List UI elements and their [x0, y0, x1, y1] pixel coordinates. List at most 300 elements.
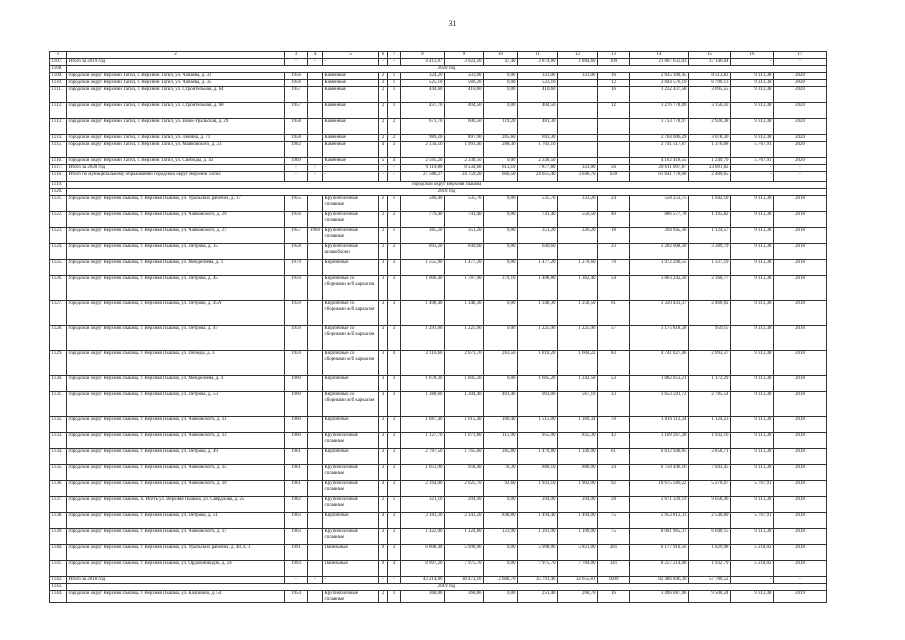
table-cell: 2018: [774, 465, 827, 481]
table-cell: 1 346,30: [445, 301, 484, 326]
table-cell: -: [774, 577, 827, 584]
table-cell: 2: [388, 212, 401, 228]
table-cell: Кирпичные со сборными ж/б каркасом: [323, 326, 379, 351]
table-cell: 9 119,80: [401, 165, 445, 172]
table-cell: 385,20: [401, 228, 445, 244]
table-row: [50, 73, 827, 80]
table-cell: 9 313,38: [731, 376, 774, 392]
table-cell: [558, 158, 598, 165]
table-cell: 9 313,38: [731, 80, 774, 87]
table-cell: -: [285, 577, 308, 584]
table-cell: 9 313,38: [731, 449, 774, 465]
table-cell: 1 615,40: [445, 417, 484, 433]
table-cell: 1 250,50: [558, 301, 598, 326]
table-cell: 1 175 818,28: [630, 326, 689, 351]
table-cell: 75: [598, 513, 630, 529]
table-cell: 2018: [774, 513, 827, 529]
table-row: [50, 392, 827, 417]
table-cell: 897,90: [445, 135, 484, 142]
table-cell: 100,40: [484, 417, 518, 433]
table-cell: 0,00: [484, 87, 518, 103]
table-cell: 1 477,20: [445, 260, 484, 276]
table-cell: 671,70: [401, 119, 445, 135]
table-cell: [308, 392, 323, 417]
table-cell: 4: [388, 158, 401, 165]
table-row: [50, 417, 827, 433]
table-cell: 1127.: [50, 301, 67, 326]
table-cell: -: [731, 165, 774, 172]
table-cell: 5 767,91: [731, 142, 774, 158]
table-cell: 2: [388, 529, 401, 545]
table-cell: 4: [388, 561, 401, 577]
table-cell: 2: [379, 87, 388, 103]
table-cell: 835,30: [558, 433, 598, 449]
table-cell: 9 313,38: [731, 103, 774, 119]
table-row: [50, 135, 827, 142]
table-cell: 649,60: [445, 244, 484, 260]
table-cell: 1 494,40: [518, 513, 558, 529]
table-cell: 3 844 576,19: [630, 80, 689, 87]
table-cell: 1993: [285, 561, 308, 577]
table-cell: 3: [388, 260, 401, 276]
table-cell: 2: [379, 244, 388, 260]
table-cell: 1 810,20: [518, 351, 558, 376]
table-cell: 1 422,90: [401, 529, 445, 545]
table-cell: 1122.: [50, 212, 67, 228]
table-cell: [308, 481, 323, 497]
column-number-header: 7: [388, 52, 401, 59]
table-cell: 6 177 910,56: [630, 545, 689, 561]
table-cell: 2: [379, 196, 388, 212]
table-cell: 1956: [285, 73, 308, 80]
table-cell: 12: [598, 103, 630, 119]
table-cell: 2 540,89: [689, 513, 731, 529]
table-cell: 9 500,24: [689, 591, 731, 603]
table-cell: 92,60: [484, 481, 518, 497]
table-cell: -: [379, 172, 388, 182]
table-cell: -: [308, 165, 323, 172]
table-cell: 6 040,15: [689, 529, 731, 545]
table-cell: [598, 119, 630, 135]
table-cell: 2 835 100,45: [630, 73, 689, 80]
table-cell: 1: [388, 73, 401, 80]
table-cell: 3 320 433,37: [630, 301, 689, 326]
column-number-header: 17: [774, 52, 827, 59]
table-cell: городской округ Верхняя Пышма, г. Верхняя Пышма, ул. Чайковского, д. 35: [67, 465, 285, 481]
table-cell: 7 975,70: [445, 561, 484, 577]
table-cell: 2 595,20: [401, 158, 445, 165]
table-cell: 0,00: [484, 545, 518, 561]
table-cell: 2018: [774, 417, 827, 433]
table-cell: 16: [598, 591, 630, 603]
table-cell: 1 687,40: [401, 417, 445, 433]
table-cell: 2020: [774, 73, 827, 80]
table-cell: 2020: [774, 135, 827, 142]
table-row: [50, 465, 827, 481]
table-cell: 0,00: [484, 103, 518, 119]
table-cell: Крупноблочные сплавные: [323, 529, 379, 545]
table-cell: городской округ Верхний Тагил, г. Верхний Тагил, ул. Свободы, д. 43: [67, 158, 285, 165]
table-cell: 268,70: [558, 591, 598, 603]
table-cell: 9 313,38: [731, 212, 774, 228]
table-cell: 8 997,20: [401, 561, 445, 577]
column-number-header: 2: [67, 52, 285, 59]
table-cell: 0,00: [484, 212, 518, 228]
section-heading: 2019 год: [67, 584, 827, 591]
table-cell: 1 494,00: [558, 513, 598, 529]
row-number-cell: 1120.: [50, 189, 67, 196]
table-cell: 2 466,02: [689, 301, 731, 326]
column-number-header: 13: [598, 52, 630, 59]
table-row: [50, 376, 827, 392]
table-cell: 660,50: [484, 172, 518, 182]
table-cell: 1: [388, 87, 401, 103]
table-cell: 2020: [774, 103, 827, 119]
table-cell: городской округ Верхняя Пышма, г. Верхняя Пышма, ул. Чайковского, д. 31: [67, 417, 285, 433]
table-cell: 333,00: [518, 73, 558, 80]
table-cell: городской округ Верхняя Пышма, г. Верхняя Пышма, ул. Менделеева, д. 1: [67, 260, 285, 276]
table-cell: 1113.: [50, 119, 67, 135]
table-cell: 404,50: [445, 103, 484, 119]
table-cell: 1 071,80: [445, 433, 484, 449]
table-cell: 2 330,50: [518, 158, 558, 165]
table-cell: 5 767,91: [731, 481, 774, 497]
table-cell: 1110.: [50, 80, 67, 87]
table-cell: [308, 529, 323, 545]
table-cell: 5 270,07: [689, 481, 731, 497]
table-cell: -: [379, 59, 388, 66]
table-cell: 1969: [285, 158, 308, 165]
table-cell: 40: [598, 212, 630, 228]
table-cell: 1 042,10: [689, 196, 731, 212]
table-cell: 2018: [774, 244, 827, 260]
table-cell: 2 160,77: [689, 276, 731, 301]
table-cell: 33: [598, 392, 630, 417]
table-row: [50, 591, 827, 603]
table-cell: Каменные: [323, 73, 379, 80]
table-cell: 9 313,38: [731, 196, 774, 212]
table-cell: 83: [598, 351, 630, 376]
table-cell: 294,90: [445, 497, 484, 513]
table-row: [50, 513, 827, 529]
section-row: [50, 66, 827, 73]
table-cell: 1 127,70: [401, 433, 445, 449]
table-cell: 1960: [285, 433, 308, 449]
table-cell: [558, 135, 598, 142]
table-cell: 1960: [285, 417, 308, 433]
table-cell: 28: [598, 497, 630, 513]
table-cell: -: [774, 172, 827, 182]
table-cell: 1 232 437,58: [630, 87, 689, 103]
table-cell: 4 162 418,55: [630, 158, 689, 165]
table-cell: [308, 545, 323, 561]
table-cell: 2 164,00: [401, 481, 445, 497]
table-cell: городской округ Верхняя Пышма, г. Верхняя Пышма, ул. Чайковского, д. 37: [67, 529, 285, 545]
table-cell: 693,20: [401, 244, 445, 260]
table-row: [50, 545, 827, 561]
table-cell: городской округ Верхний Тагил, г. Верхний Тагил, ул. Маяковского, д. 23: [67, 142, 285, 158]
table-cell: 34: [598, 465, 630, 481]
table-cell: 333,20: [558, 196, 598, 212]
table-row: [50, 481, 827, 497]
table-cell: 1 884,60: [558, 59, 598, 66]
table-cell: 1129.: [50, 351, 67, 376]
column-number-header: 14: [630, 52, 689, 59]
table-cell: городской округ Верхняя Пышма, г. Верхняя Пышма, ул. Петрова, д. 49: [67, 449, 285, 465]
table-cell: 1 172,29: [689, 376, 731, 392]
table-cell: 1126.: [50, 276, 67, 301]
table-cell: городской округ Верхняя Пышма, г. Верхняя Пышма, ул. Уральских рабочих, д. 48, к. 1: [67, 545, 285, 561]
table-cell: 9 313,38: [731, 260, 774, 276]
table-cell: 0,00: [484, 260, 518, 276]
table-cell: 779,40: [401, 212, 445, 228]
table-cell: 7 975,70: [518, 561, 558, 577]
table-cell: Крупноблочные сплавные: [323, 433, 379, 449]
table-cell: 2018: [774, 529, 827, 545]
table-cell: 333,00: [558, 165, 598, 172]
table-cell: 3: [388, 142, 401, 158]
table-row: [50, 142, 827, 158]
column-number-header: 3: [285, 52, 308, 59]
table-cell: 7 043,45: [689, 465, 731, 481]
table-cell: 2018: [774, 392, 827, 417]
table-row: [50, 326, 827, 351]
table-cell: 2018: [774, 449, 827, 465]
table-row: [50, 165, 827, 172]
table-cell: Каменные: [323, 80, 379, 87]
table-row: [50, 196, 827, 212]
table-cell: 2 671 339,19: [630, 497, 689, 513]
table-cell: 1 408,80: [518, 276, 558, 301]
table-cell: 2019: [774, 591, 827, 603]
table-cell: -: [323, 165, 379, 172]
table-cell: 288,30: [484, 142, 518, 158]
section-row: [50, 189, 827, 196]
table-cell: 1 733 778,97: [630, 119, 689, 135]
table-cell: 0,00: [484, 196, 518, 212]
section-heading: 2020 год: [67, 66, 827, 73]
table-row: [50, 301, 827, 326]
table-cell: 2: [379, 591, 388, 603]
table-cell: -: [285, 59, 308, 66]
table-cell: 3 496 087,96: [630, 591, 689, 603]
table-cell: 9 313,38: [731, 529, 774, 545]
table-cell: 1137.: [50, 497, 67, 513]
table-cell: 3: [379, 301, 388, 326]
table-cell: 1111.: [50, 87, 67, 103]
table-cell: 1 349,00: [558, 449, 598, 465]
table-cell: 404,50: [518, 103, 558, 119]
table-cell: [558, 87, 598, 103]
table-cell: -: [323, 172, 379, 182]
table-cell: 1 201,90: [518, 529, 558, 545]
table-cell: городской округ Верхний Тагил, г. Верхний Тагил, ул. Ленина, д. 71: [67, 135, 285, 142]
table-cell: 368,00: [401, 591, 445, 603]
table-cell: 3: [388, 545, 401, 561]
table-cell: 2 785,54: [689, 392, 731, 417]
table-cell: Кирпичные со сборными ж/б каркасом: [323, 392, 379, 417]
table-row: [50, 276, 827, 301]
table-cell: 1123.: [50, 228, 67, 244]
table-cell: 1 249,79: [689, 158, 731, 165]
table-cell: Панельные: [323, 545, 379, 561]
table-cell: 0,00: [484, 561, 518, 577]
table-cell: 1 029,98: [689, 545, 731, 561]
table-cell: 1144.: [50, 591, 67, 603]
table-cell: 1955: [285, 196, 308, 212]
table-cell: 1140.: [50, 545, 67, 561]
table-row: [50, 449, 827, 465]
table-cell: 1 555,90: [401, 260, 445, 276]
table-cell: городской округ Верхняя Пышма, г. Верхняя Пышма, ул. Чайковского, д. 29: [67, 212, 285, 228]
table-cell: 1 604,22: [558, 351, 598, 376]
table-cell: 351,20: [518, 228, 558, 244]
table-cell: 23: [598, 244, 630, 260]
table-cell: 0,00: [484, 244, 518, 260]
table-cell: 3: [379, 392, 388, 417]
table-cell: 9 313,38: [731, 417, 774, 433]
table-cell: 294,90: [558, 497, 598, 513]
column-number-header: 15: [689, 52, 731, 59]
table-cell: Кирпичные: [323, 260, 379, 276]
table-cell: 1 109 267,28: [630, 433, 689, 449]
table-cell: [308, 276, 323, 301]
table-cell: 1957: [285, 87, 308, 103]
table-cell: 1961: [285, 481, 308, 497]
table-cell: 9 313,38: [731, 465, 774, 481]
table-cell: 1 304,40: [445, 392, 484, 417]
table-cell: 1 032,79: [689, 561, 731, 577]
table-row: [50, 228, 827, 244]
table-cell: 1979: [285, 260, 308, 276]
table-cell: 0,00: [484, 80, 518, 87]
table-cell: -: [308, 172, 323, 182]
table-cell: 2018: [774, 481, 827, 497]
table-cell: 1959: [285, 326, 308, 351]
table-cell: 3 389,79: [689, 244, 731, 260]
table-cell: 61: [598, 449, 630, 465]
table-cell: 2 330,50: [445, 158, 484, 165]
table-cell: 2: [388, 465, 401, 481]
table-cell: 535,70: [445, 196, 484, 212]
section-heading: 2018 год: [67, 189, 827, 196]
table-cell: 0,00: [484, 228, 518, 244]
table-cell: 368,00: [445, 591, 484, 603]
table-row: [50, 212, 827, 228]
table-cell: 566,20: [445, 80, 484, 87]
table-cell: 741,40: [518, 212, 558, 228]
table-cell: 5 998,06: [445, 545, 484, 561]
table-cell: 1 124,57: [689, 228, 731, 244]
table-cell: 523,10: [518, 80, 558, 87]
table-cell: 2: [379, 103, 388, 119]
table-cell: 1124.: [50, 244, 67, 260]
table-cell: 351,20: [445, 228, 484, 244]
table-cell: -: [731, 577, 774, 584]
table-cell: городской округ Верхний Тагил, г. Верхний Тагил, ул. Ново-Уральская, д. 29: [67, 119, 285, 135]
table-cell: 2 093,37: [689, 351, 731, 376]
table-cell: [308, 561, 323, 577]
table-cell: 1 032,16: [689, 433, 731, 449]
table-cell: Крупноблочные сплавные: [323, 196, 379, 212]
column-number-header: 6: [379, 52, 388, 59]
table-cell: 3: [388, 449, 401, 465]
table-cell: 613,10: [484, 165, 518, 172]
table-cell: 1121.: [50, 196, 67, 212]
table-cell: 3: [388, 376, 401, 392]
table-cell: 2018: [774, 351, 827, 376]
table-cell: 3: [379, 433, 388, 449]
table-cell: 1 376,68: [689, 142, 731, 158]
table-row: [50, 119, 827, 135]
table-cell: 1969: [308, 228, 323, 244]
table-cell: городской округ Верхний Тагил, г. Верхний Тагил, ул. Чапаева, д. 35: [67, 80, 285, 87]
column-number-header: 8: [401, 52, 445, 59]
table-cell: [598, 158, 630, 165]
section-row: [50, 584, 827, 591]
table-cell: [558, 119, 598, 135]
table-cell: Кирпичные со сборными ж/б каркасом: [323, 301, 379, 326]
table-cell: 1 765,60: [445, 449, 484, 465]
table-cell: [308, 449, 323, 465]
table-cell: 3: [388, 481, 401, 497]
table-cell: 3 046,70: [558, 172, 598, 182]
table-cell: 1 225,90: [558, 326, 598, 351]
table-cell: 888,10: [518, 465, 558, 481]
table-cell: городской округ Верхняя Пышма, г. Верхняя Пышма, ул. Чайковского, д. 27: [67, 228, 285, 244]
table-cell: 16: [598, 73, 630, 80]
table-cell: 1 605,20: [518, 376, 558, 392]
table-cell: 741,40: [445, 212, 484, 228]
table-cell: Панельные: [323, 561, 379, 577]
table-cell: 281: [598, 545, 630, 561]
table-cell: 4: [388, 351, 401, 376]
table-cell: 16: [598, 87, 630, 103]
table-cell: 1116.: [50, 158, 67, 165]
table-cell: 1135.: [50, 465, 67, 481]
row-number-cell: 1119.: [50, 182, 67, 189]
table-cell: 848,80: [484, 513, 518, 529]
table-cell: 1117.: [50, 165, 67, 172]
table-cell: -: [285, 172, 308, 182]
table-cell: 1118.: [50, 172, 67, 182]
table-cell: 9 313,38: [731, 119, 774, 135]
table-cell: 959,15: [689, 326, 731, 351]
table-cell: -: [308, 59, 323, 66]
table-cell: 294,90: [518, 497, 558, 513]
table-cell: 57: [598, 326, 630, 351]
table-cell: 1115.: [50, 142, 67, 158]
table-cell: 580,40: [401, 196, 445, 212]
table-cell: -: [731, 172, 774, 182]
table-cell: 3 078,30: [689, 135, 731, 142]
table-cell: Каменные: [323, 103, 379, 119]
table-cell: 3: [388, 513, 401, 529]
table-cell: 2 025,70: [445, 481, 484, 497]
table-cell: Итого за 2018 год: [67, 577, 285, 584]
table-cell: 115,90: [484, 433, 518, 449]
table-cell: 2018: [774, 497, 827, 513]
table-cell: Каменные: [323, 142, 379, 158]
table-row: [50, 59, 827, 66]
table-cell: -: [774, 165, 827, 172]
table-row: [50, 561, 827, 577]
table-cell: 1: [388, 228, 401, 244]
table-cell: городской округ Верхняя Пышма, г. Верхняя Пышма, ул. Петрова, д. 51: [67, 513, 285, 529]
table-cell: 3: [379, 351, 388, 376]
table-cell: [308, 103, 323, 119]
column-number-header: 10: [484, 52, 518, 59]
